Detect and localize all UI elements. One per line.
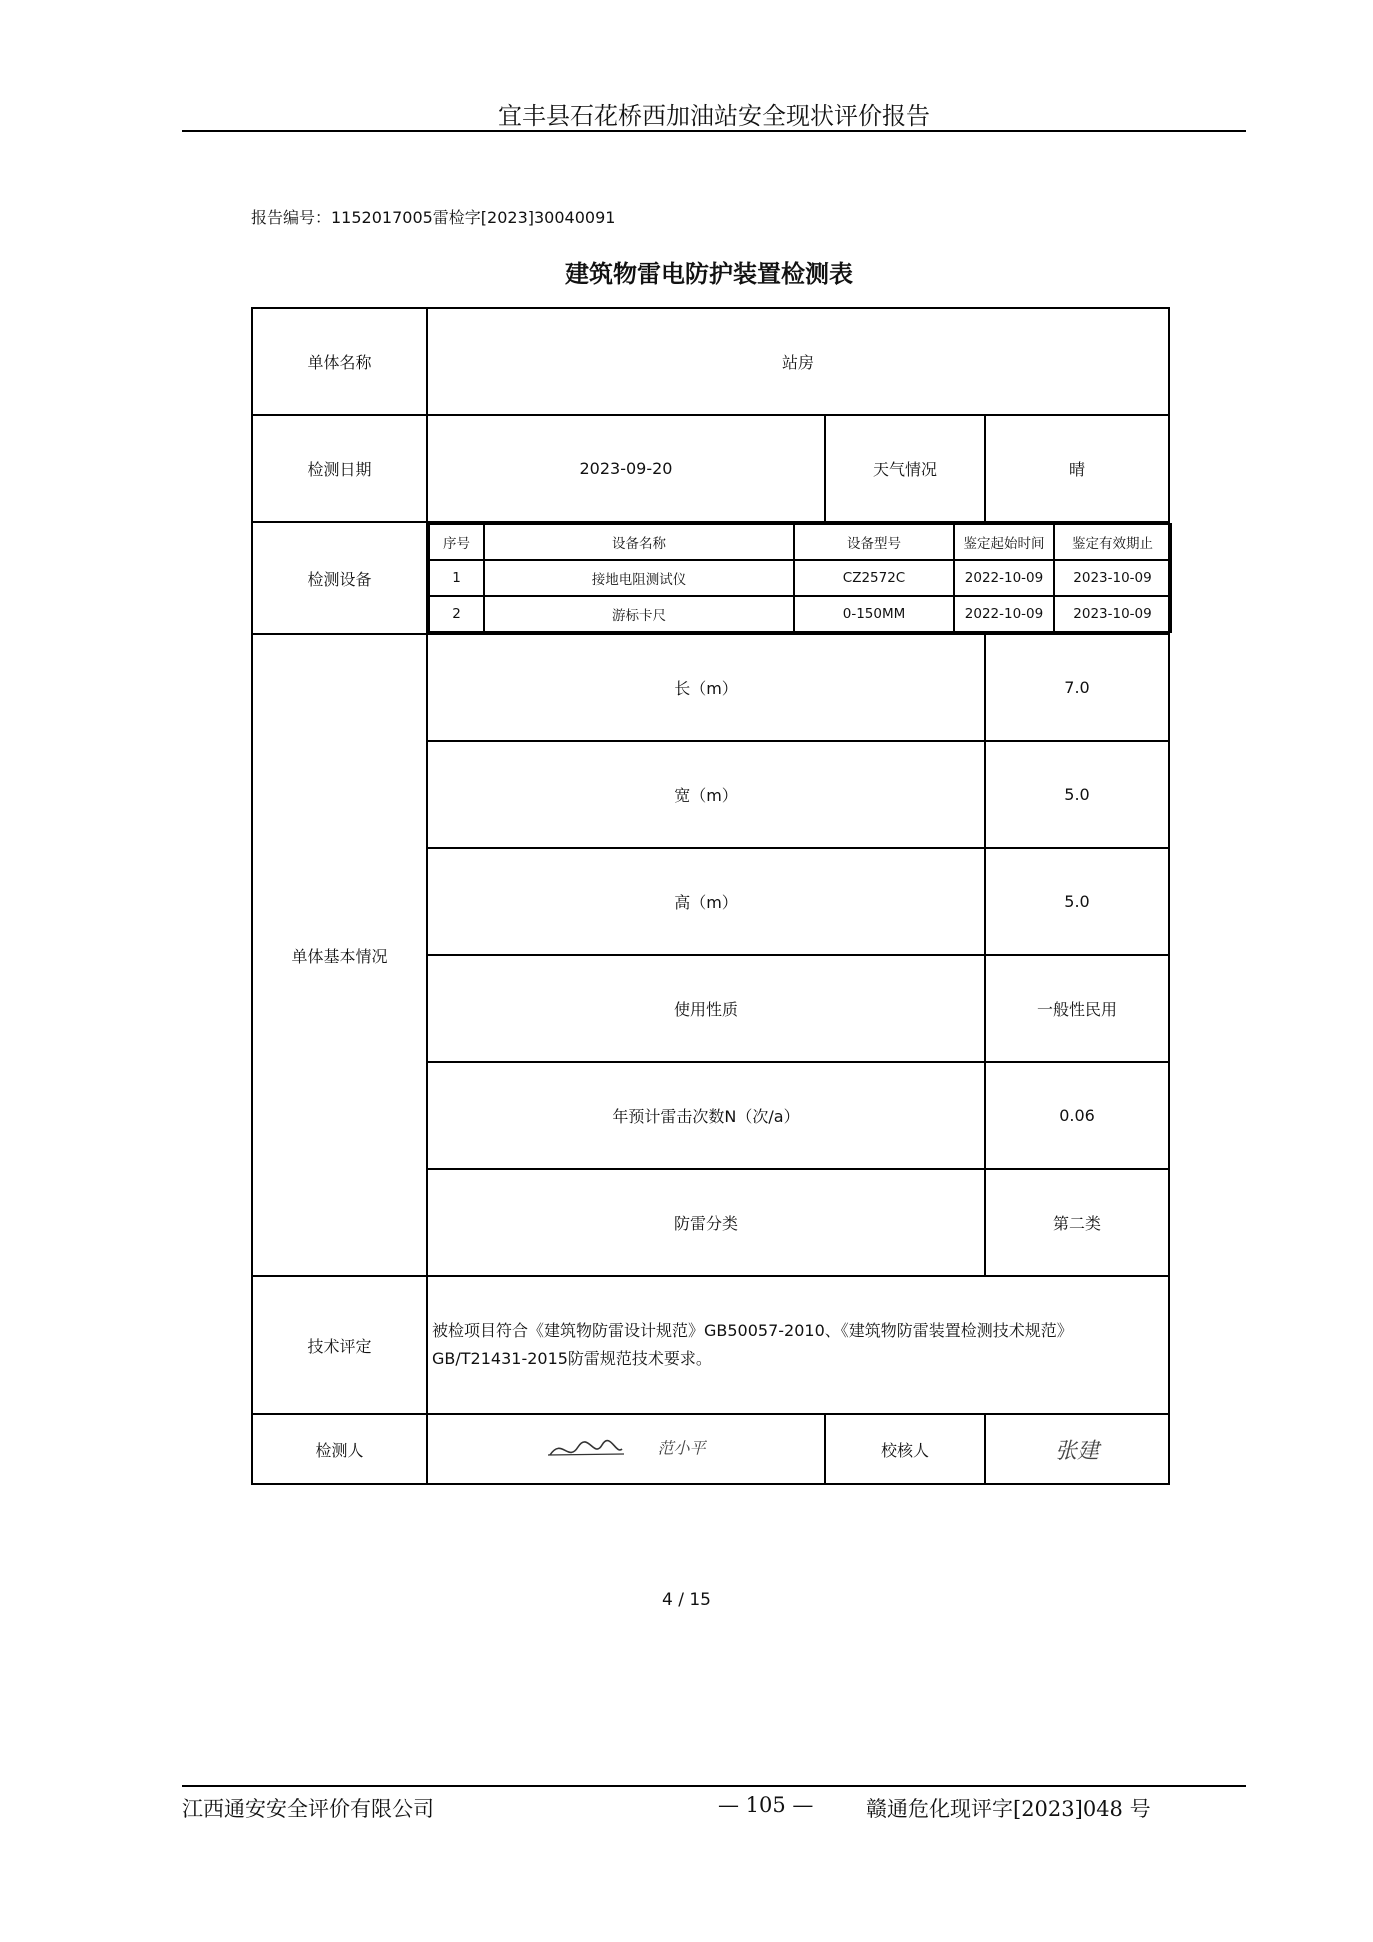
equipment-header: 设备名称 <box>484 524 794 560</box>
equipment-cell-model: CZ2572C <box>794 560 954 596</box>
equipment-list <box>428 523 1172 633</box>
page-number: 4 / 15 <box>662 1590 711 1610</box>
unit-name-label: 单体名称 <box>252 308 427 415</box>
footer-code: 赣通危化现评字[2023]048 号 <box>866 1797 1151 1821</box>
basic-row-label: 使用性质 <box>427 955 985 1062</box>
page-header-title: 宜丰县石花桥西加油站安全现状评价报告 <box>498 102 930 130</box>
inspection-table <box>251 307 1170 1485</box>
basic-row-value: 7.0 <box>985 634 1169 741</box>
header-divider <box>182 130 1246 132</box>
equipment-header-row <box>429 524 1171 560</box>
basic-row-label: 防雷分类 <box>427 1169 985 1276</box>
equipment-cell-start: 2022-10-09 <box>954 596 1054 632</box>
equipment-header: 序号 <box>429 524 484 560</box>
equipment-cell-start: 2022-10-09 <box>954 560 1054 596</box>
equipment-cell-index: 2 <box>429 596 484 632</box>
basic-row-label: 长（m） <box>427 634 985 741</box>
basic-row-value: 5.0 <box>985 741 1169 848</box>
basic-info-label: 单体基本情况 <box>252 634 427 1276</box>
scribble-signature-icon <box>546 1433 626 1465</box>
equipment-label: 检测设备 <box>252 522 427 634</box>
report-number: 报告编号：1152017005雷检字[2023]30040091 <box>251 208 616 227</box>
reviewer-signature-text: 张建 <box>1055 1438 1100 1464</box>
inspector-signature-text: 范小平 <box>657 1438 706 1458</box>
weather-value: 晴 <box>985 415 1169 522</box>
equipment-row <box>429 596 1171 632</box>
equipment-cell-end: 2023-10-09 <box>1054 560 1171 596</box>
basic-row-value: 一般性民用 <box>985 955 1169 1062</box>
basic-row-value: 5.0 <box>985 848 1169 955</box>
reviewer-label: 校核人 <box>825 1414 985 1484</box>
equipment-header: 鉴定起始时间 <box>954 524 1054 560</box>
basic-row-value: 0.06 <box>985 1062 1169 1169</box>
unit-name-value: 站房 <box>427 308 1169 415</box>
inspector-label: 检测人 <box>252 1414 427 1484</box>
inspector-signature <box>427 1414 825 1484</box>
equipment-cell-index: 1 <box>429 560 484 596</box>
technical-evaluation-text: 被检项目符合《建筑物防雷设计规范》GB50057-2010、《建筑物防雷装置检测技术规范》GB/T21431-2015防雷规范技术要求。 <box>427 1276 1169 1414</box>
equipment-cell-end: 2023-10-09 <box>1054 596 1171 632</box>
reviewer-signature <box>985 1414 1169 1484</box>
equipment-cell-model: 0-150MM <box>794 596 954 632</box>
equipment-cell-name: 游标卡尺 <box>484 596 794 632</box>
basic-row-value: 第二类 <box>985 1169 1169 1276</box>
equipment-cell <box>427 522 1169 634</box>
document-title: 建筑物雷电防护装置检测表 <box>565 260 853 288</box>
footer-divider <box>182 1785 1246 1787</box>
equipment-row <box>429 560 1171 596</box>
weather-label: 天气情况 <box>825 415 985 522</box>
inspection-date-label: 检测日期 <box>252 415 427 522</box>
footer-page: — 105 — <box>718 1793 814 1817</box>
inspection-date-value: 2023-09-20 <box>427 415 825 522</box>
equipment-cell-name: 接地电阻测试仪 <box>484 560 794 596</box>
basic-row-label: 高（m） <box>427 848 985 955</box>
basic-row-label: 宽（m） <box>427 741 985 848</box>
basic-row-label: 年预计雷击次数N（次/a） <box>427 1062 985 1169</box>
technical-evaluation-label: 技术评定 <box>252 1276 427 1414</box>
footer-company: 江西通安安全评价有限公司 <box>182 1797 434 1821</box>
equipment-header: 鉴定有效期止 <box>1054 524 1171 560</box>
equipment-header: 设备型号 <box>794 524 954 560</box>
